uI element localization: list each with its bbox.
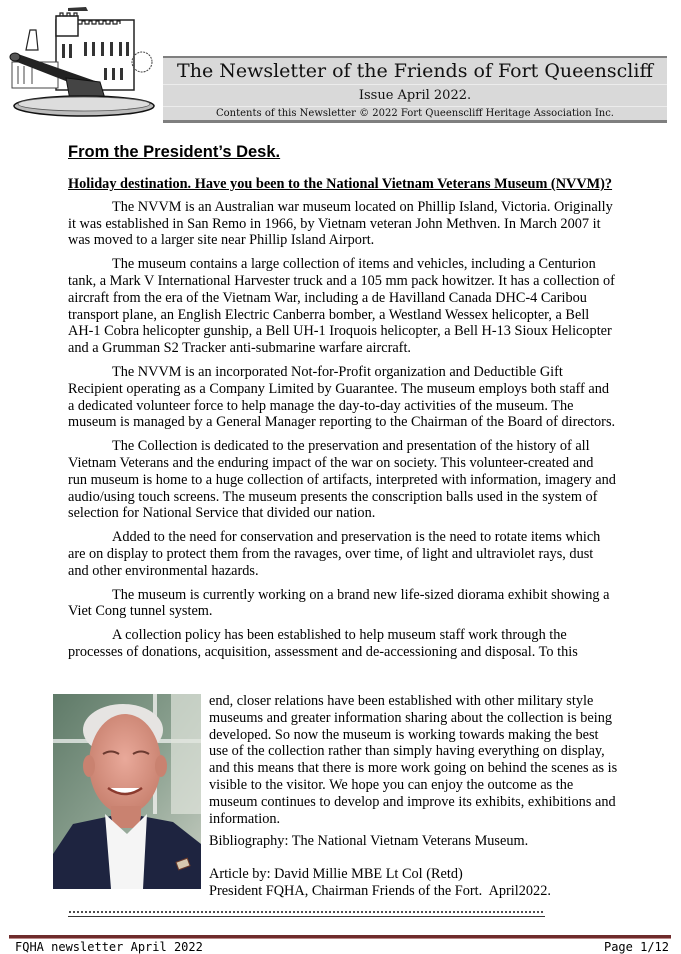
footer-publication: FQHA newsletter April 2022 bbox=[15, 940, 203, 954]
paragraph-continuation: end, closer relations have been established with other military style museums and greater information sharing about the collection is being developed. So now the museum is working towards making the best use of the collection rather than simply having everything on display, and this means that there is more work going on behind the scenes as is visible to the visitor. We hope you can enjoy the outcome as the museum continues to develop and improve its exhibits, exhibitions and information. bbox=[209, 693, 618, 827]
paragraph: The NVVM is an Australian war museum located on Phillip Island, Victoria. Originally it was established in San Remo in 1966, by Vietnam veteran John Methven. In March 2007 it was moved to a larger site near Phillip Island Airport. bbox=[68, 198, 613, 249]
newsletter-title: The Newsletter of the Friends of Fort Queenscliff bbox=[163, 59, 667, 85]
section-heading: From the President’s Desk. bbox=[68, 143, 281, 161]
author-byline: Article by: David Millie MBE Lt Col (Retd) bbox=[209, 866, 463, 883]
page-number: Page 1/12 bbox=[603, 940, 669, 954]
paragraph: The museum is currently working on a brand new life-sized diorama exhibit showing a Viet Cong tunnel system. bbox=[68, 586, 610, 620]
author-title: President FQHA, Chairman Friends of the Fort. April2022. bbox=[209, 882, 551, 899]
newsletter-masthead bbox=[163, 56, 667, 123]
fort-cannon-engraving-icon bbox=[4, 2, 156, 120]
newsletter-logo bbox=[4, 2, 156, 120]
article-title: Holiday destination. Have you been to the National Vietnam Veterans Museum (NVVM)? bbox=[68, 176, 613, 192]
wrapped-article-text bbox=[209, 693, 619, 900]
bibliography: Bibliography: The National Vietnam Veterans Museum. bbox=[209, 833, 529, 850]
paragraph: Added to the need for conservation and preservation is the need to rotate items which are on display to protect them from the ravages, over time, of light and ultraviolet rays, dust and other environmental hazards. bbox=[68, 529, 601, 579]
issue-date: Issue April 2022. bbox=[163, 85, 667, 107]
dotted-separator bbox=[68, 908, 545, 917]
portrait-image-icon bbox=[53, 694, 201, 889]
copyright-notice: Contents of this Newsletter © 2022 Fort Queenscliff Heritage Association Inc. bbox=[216, 108, 614, 119]
paragraph: A collection policy has been established to help museum staff work through the processes of donations, acquisition, assessment and de-accessioning and disposal. To this bbox=[68, 627, 578, 660]
footer-rule bbox=[9, 935, 671, 939]
paragraph: The museum contains a large collection of items and vehicles, including a Centurion tank, a Mark V International Harvester truck and a 105 mm pack howitzer. It has a collection of aircraft from the era of the Vietnam War, including a de Havilland Canada DHC-4 Caribou transport plane, an English Electric Canberra bomber, a Westland Wessex helicopter, a Bell AH-1 Cobra helicopter gunship, a Bell UH-1 Iroquois helicopter, a Bell H-13 Sioux Helicopter and a Grumman S2 Tracker anti-submarine warfare aircraft. bbox=[68, 256, 615, 357]
paragraph: The Collection is dedicated to the preservation and presentation of the history of all Vietnam Veterans and the enduring impact of the war on society. This volunteer-created and run museum is home to a huge collection of artifacts, interpreted with information, imagery and audio/using touch screens. The museum presents the conscription balls used in the system of selection for National Service that divided our nation. bbox=[68, 438, 616, 522]
article-body bbox=[68, 142, 616, 661]
author-photo bbox=[53, 694, 201, 889]
paragraph: The NVVM is an incorporated Not-for-Profit organization and Deductible Gift Recipient operating as a Company Limited by Guarantee. The museum employs both staff and a dedicated volunteer force to help manage the day-to-day activities of the museum. The museum is managed by a General Manager reporting to the Chairman of the Board of directors. bbox=[68, 363, 616, 431]
